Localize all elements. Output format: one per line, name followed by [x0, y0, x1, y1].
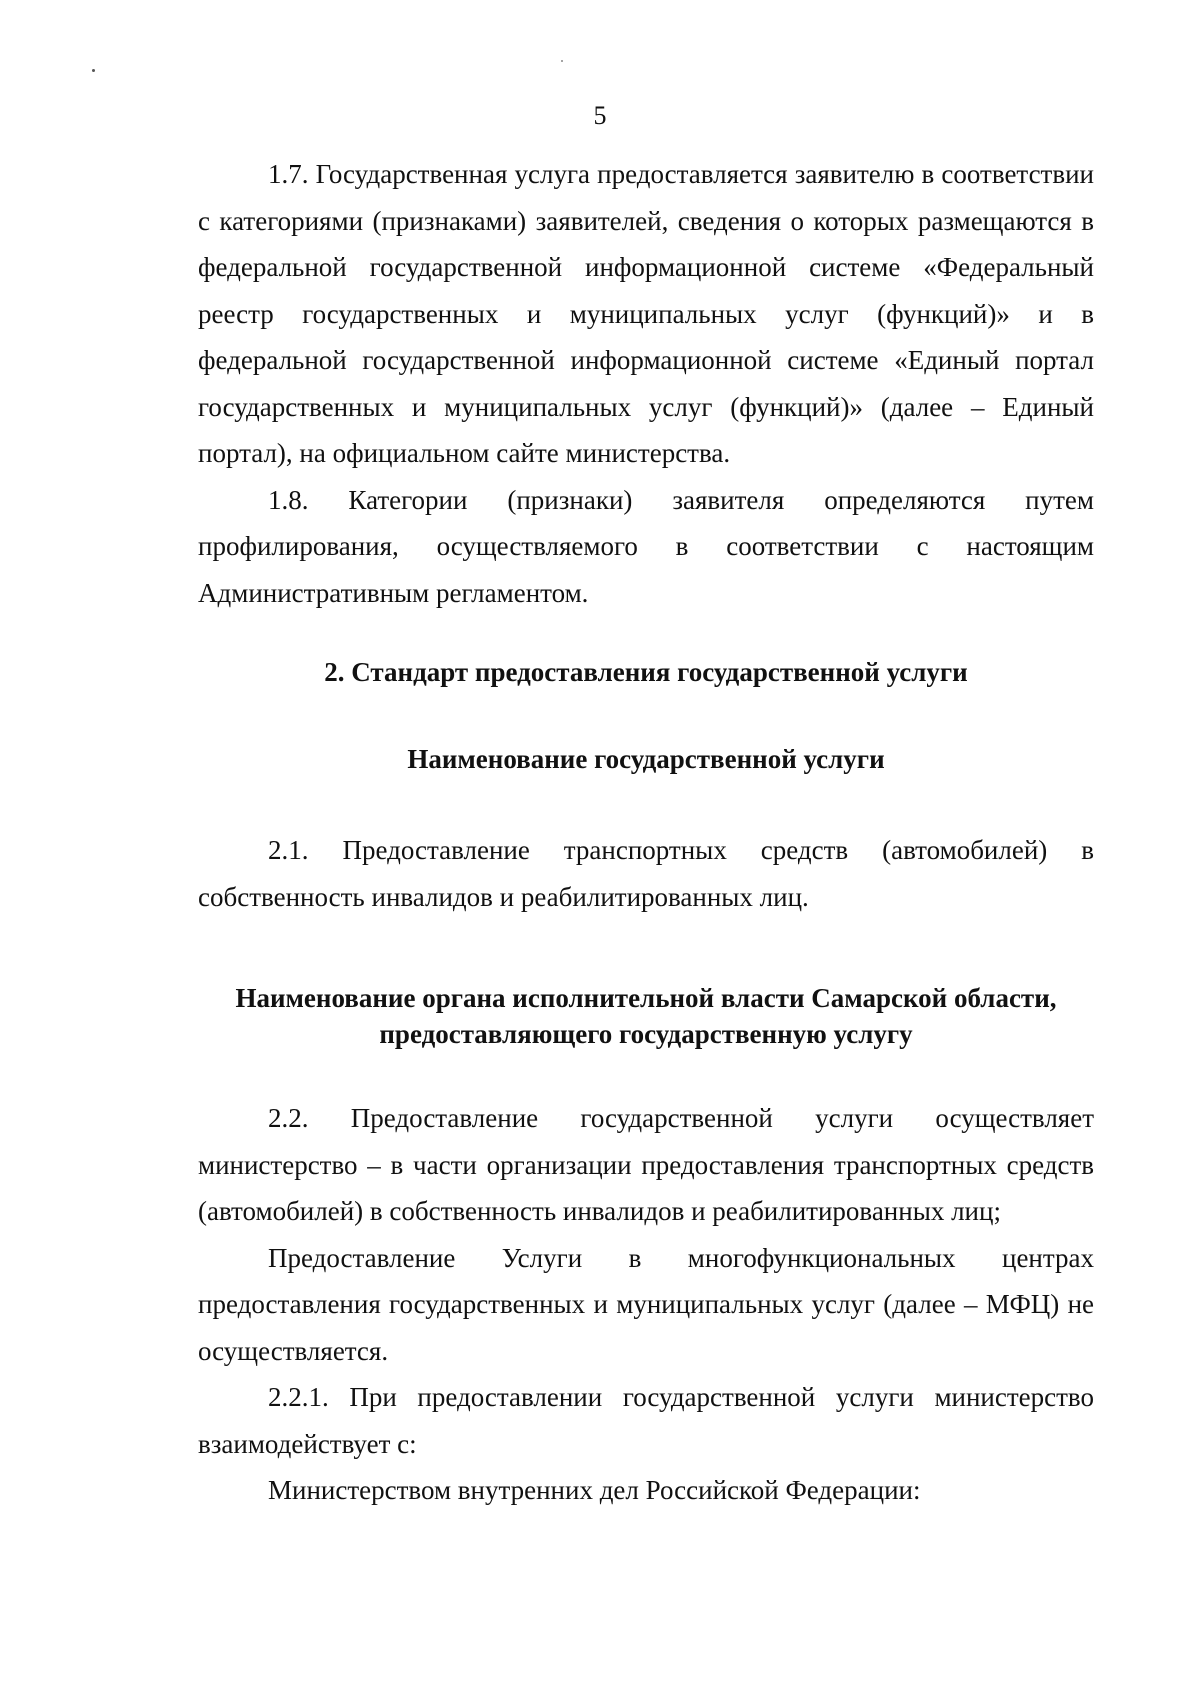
org-name-heading-line1: Наименование органа исполнительной власти Самарской области, — [235, 983, 1057, 1013]
page-number: 5 — [593, 101, 607, 130]
paragraph-mvd: Министерством внутренних дел Российской Федерации: — [268, 1475, 921, 1505]
scan-speck — [561, 60, 563, 62]
section-2-heading: 2. Стандарт предоставления государственной услуги — [324, 657, 968, 687]
paragraph-2-2-mfc: Предоставление Услуги в многофункциональных центрах предоставления государственных и муниципальных услуг (далее – МФЦ) не осуществляется. — [198, 1242, 1094, 1366]
paragraph-1-7: 1.7. Государственная услуга предоставляется заявителю в соответствии с категориями (признаками) заявителей, сведения о которых размещаются в федеральной государственной информационной системе «Федеральный реестр государственных и муниципальных услуг (функций)» и в федеральной государственной информационной системе «Единый портал государственных и муниципальных услуг (функций)» (далее – Единый портал), на официальном сайте министерства. — [198, 159, 1094, 468]
paragraph-2-2: 2.2. Предоставление государственной услуги осуществляет министерство – в части организации предоставления транспортных средств (автомобилей) в собственность инвалидов и реабилитированных лиц; — [198, 1103, 1094, 1226]
service-name-heading: Наименование государственной услуги — [407, 744, 885, 774]
org-name-heading-line2: предоставляющего государственную услугу — [379, 1019, 913, 1049]
org-name-heading — [198, 980, 1094, 1052]
paragraph-2-2-1: 2.2.1. При предоставлении государственной услуги министерство взаимодействует с: — [198, 1382, 1094, 1459]
scan-speck — [92, 69, 95, 72]
paragraph-2-1: 2.1. Предоставление транспортных средств (автомобилей) в собственность инвалидов и реабилитированных лиц. — [198, 835, 1094, 912]
paragraph-1-8: 1.8. Категории (признаки) заявителя определяются путем профилирования, осуществляемого в соответствии с настоящим Административным регламентом. — [198, 484, 1094, 608]
document-body — [198, 151, 1094, 1514]
